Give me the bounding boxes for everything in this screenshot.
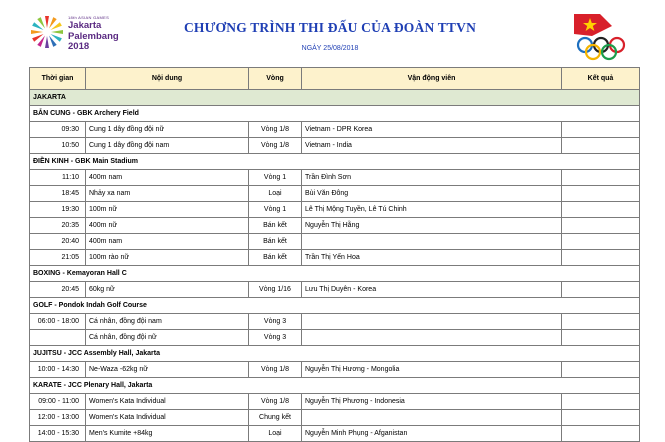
time-cell: 19:30 (30, 202, 86, 218)
round-cell: Loại (249, 186, 302, 202)
athletes-cell: Lưu Thị Duyên - Korea (302, 282, 562, 298)
time-cell: 10:50 (30, 138, 86, 154)
logo-line: Jakarta (68, 20, 102, 31)
athletes-cell: Bùi Văn Đông (302, 186, 562, 202)
table-row (30, 314, 640, 330)
sport-group-row (30, 378, 640, 394)
content-cell: Cá nhân, đồng đội nữ (86, 330, 249, 346)
round-cell: Loại (249, 426, 302, 442)
athletes-cell: Nguyễn Minh Phụng - Afganistan (302, 426, 562, 442)
athletes-cell: Nguyễn Thị Phương - Indonesia (302, 394, 562, 410)
time-cell: 21:05 (30, 250, 86, 266)
athletes-cell: Nguyễn Thị Hằng (302, 218, 562, 234)
col-header-result: Kết quả (562, 68, 640, 90)
sport-group-name: JUJITSU - JCC Assembly Hall, Jakarta (30, 346, 640, 362)
sport-group-row (30, 298, 640, 314)
table-row (30, 138, 640, 154)
time-cell: 18:45 (30, 186, 86, 202)
location-row (30, 90, 640, 106)
table-row (30, 218, 640, 234)
round-cell: Vòng 1/8 (249, 362, 302, 378)
result-cell (562, 394, 640, 410)
round-cell: Vòng 1 (249, 202, 302, 218)
page-title: CHƯƠNG TRÌNH THI ĐẤU CỦA ĐOÀN TTVN (183, 20, 477, 35)
content-cell: Women's Kata Individual (86, 394, 249, 410)
content-cell: Men's Kumite +84kg (86, 426, 249, 442)
content-cell: Cung 1 dây đồng đội nữ (86, 122, 249, 138)
table-row (30, 170, 640, 186)
round-cell: Bán kết (249, 234, 302, 250)
content-cell: 100m rào nữ (86, 250, 249, 266)
athletes-cell (302, 330, 562, 346)
content-cell: 100m nữ (86, 202, 249, 218)
time-cell: 09:00 - 11:00 (30, 394, 86, 410)
table-row (30, 394, 640, 410)
olympic-rings-icon (578, 38, 624, 59)
content-cell: Cá nhân, đồng đội nam (86, 314, 249, 330)
athletes-cell: Lê Thị Mộng Tuyền, Lê Tú Chinh (302, 202, 562, 218)
table-row (30, 250, 640, 266)
time-cell: 06:00 - 18:00 (30, 314, 86, 330)
time-cell: 20:35 (30, 218, 86, 234)
col-header-athletes: Vận động viên (302, 68, 562, 90)
content-cell: 400m nữ (86, 218, 249, 234)
round-cell: Chung kết (249, 410, 302, 426)
athletes-cell: Trần Thị Yến Hoa (302, 250, 562, 266)
page-date: NGÀY 25/08/2018 (301, 45, 359, 52)
content-cell: Ne-Waza -62kg nữ (86, 362, 249, 378)
sport-group-name: BOXING - Kemayoran Hall C (30, 266, 640, 282)
round-cell: Vòng 1/8 (249, 394, 302, 410)
athletes-cell (302, 234, 562, 250)
time-cell: 09:30 (30, 122, 86, 138)
asian-games-logo (30, 14, 140, 52)
content-cell: 400m nam (86, 170, 249, 186)
vietnam-olympic-logo (570, 12, 638, 62)
asian-games-sun-icon (30, 14, 64, 50)
round-cell: Vòng 1 (249, 170, 302, 186)
content-cell: 60kg nữ (86, 282, 249, 298)
result-cell (562, 234, 640, 250)
result-cell (562, 250, 640, 266)
col-header-round: Vòng (249, 68, 302, 90)
time-cell: 20:45 (30, 282, 86, 298)
result-cell (562, 138, 640, 154)
time-cell: 20:40 (30, 234, 86, 250)
table-row (30, 234, 640, 250)
table-row (30, 330, 640, 346)
athletes-cell (302, 314, 562, 330)
sport-group-row (30, 346, 640, 362)
table-row (30, 202, 640, 218)
athletes-cell: Vietnam - DPR Korea (302, 122, 562, 138)
col-header-time: Thời gian (30, 68, 86, 90)
round-cell: Bán kết (249, 250, 302, 266)
sport-group-name: KARATE - JCC Plenary Hall, Jakarta (30, 378, 640, 394)
result-cell (562, 362, 640, 378)
logo-line: 2018 (68, 41, 90, 52)
time-cell: 14:00 - 15:30 (30, 426, 86, 442)
round-cell: Vòng 1/8 (249, 138, 302, 154)
result-cell (562, 410, 640, 426)
sport-group-name: GOLF - Pondok Indah Golf Course (30, 298, 640, 314)
result-cell (562, 282, 640, 298)
table-row (30, 362, 640, 378)
sport-group-row (30, 154, 640, 170)
result-cell (562, 170, 640, 186)
round-cell: Vòng 3 (249, 330, 302, 346)
sport-group-name: ĐIỀN KINH - GBK Main Stadium (30, 154, 640, 170)
content-cell: Women's Kata Individual (86, 410, 249, 426)
logo-small-text: 18th ASIAN GAMES (68, 15, 110, 20)
time-cell: 11:10 (30, 170, 86, 186)
time-cell: 12:00 - 13:00 (30, 410, 86, 426)
col-header-content: Nội dung (86, 68, 249, 90)
schedule-table (29, 67, 640, 442)
content-cell: Nhảy xa nam (86, 186, 249, 202)
sport-group-row (30, 106, 640, 122)
result-cell (562, 186, 640, 202)
logo-line: Palembang (68, 30, 119, 42)
table-row (30, 410, 640, 426)
table-row (30, 122, 640, 138)
sport-group-row (30, 266, 640, 282)
result-cell (562, 314, 640, 330)
result-cell (562, 122, 640, 138)
schedule-body (30, 90, 640, 442)
table-row (30, 186, 640, 202)
time-cell (30, 330, 86, 346)
athletes-cell: Trần Đình Sơn (302, 170, 562, 186)
result-cell (562, 202, 640, 218)
round-cell: Vòng 1/8 (249, 122, 302, 138)
athletes-cell: Nguyễn Thị Hương - Mongolia (302, 362, 562, 378)
content-cell: Cung 1 dây đồng đội nam (86, 138, 249, 154)
athletes-cell: Vietnam - India (302, 138, 562, 154)
round-cell: Vòng 3 (249, 314, 302, 330)
result-cell (562, 426, 640, 442)
round-cell: Bán kết (249, 218, 302, 234)
location-name: JAKARTA (30, 90, 640, 106)
sport-group-name: BẮN CUNG - GBK Archery Field (30, 106, 640, 122)
result-cell (562, 218, 640, 234)
time-cell: 10:00 - 14:30 (30, 362, 86, 378)
round-cell: Vòng 1/16 (249, 282, 302, 298)
athletes-cell (302, 410, 562, 426)
table-row (30, 282, 640, 298)
table-row (30, 426, 640, 442)
content-cell: 400m nam (86, 234, 249, 250)
result-cell (562, 330, 640, 346)
